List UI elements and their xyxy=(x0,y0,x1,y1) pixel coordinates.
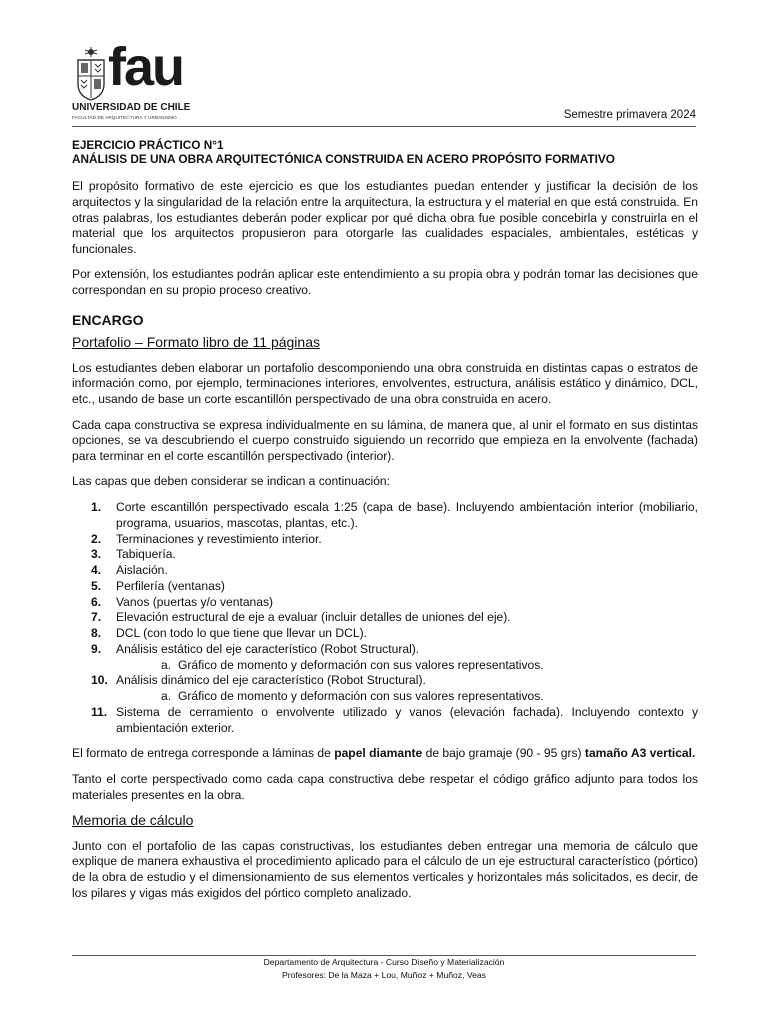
list-item-number: 3. xyxy=(91,547,102,562)
list-item-text: Análisis estático del eje característico (Robot Structural). xyxy=(116,642,420,657)
memoria-heading: Memoria de cálculo xyxy=(72,812,194,829)
encargo-paragraph-5: Tanto el corte perspectivado como cada capa constructiva debe respetar el código gráfico adjunto para todos los materiales presentes en la obra. xyxy=(72,772,698,802)
list-item-number: 8. xyxy=(91,626,102,641)
encargo-paragraph-1: Los estudiantes deben elaborar un portafolio descomponiendo una obra construida en distintas capas o estratos de información como, por ejemplo, terminaciones interiores, envolventes, estructura, análisis estático y dinámico, DCL, etc., usando de base un corte escantillón perspectivado de una obra construida en acero. xyxy=(72,360,698,406)
list-item-number: 5. xyxy=(91,578,102,593)
footer-divider xyxy=(72,955,696,956)
list-item xyxy=(72,563,698,579)
footer-department: Departamento de Arquitectura - Curso Diseño y Materialización xyxy=(263,957,505,967)
list-item xyxy=(72,610,698,626)
university-crest-icon xyxy=(74,46,108,102)
sub-list-item xyxy=(72,658,698,674)
list-item-text: Vanos (puertas y/o ventanas) xyxy=(116,594,274,609)
list-item xyxy=(72,595,698,611)
list-item-text: Elevación estructural de eje a evaluar (incluir detalles de uniones del eje). xyxy=(116,610,511,625)
list-item xyxy=(72,626,698,642)
list-item xyxy=(72,547,698,563)
list-item xyxy=(72,705,698,737)
format-size: tamaño A3 vertical. xyxy=(584,746,696,761)
list-item-text: Análisis dinámico del eje característico (Robot Structural). xyxy=(116,673,426,688)
list-item-text: Aislación. xyxy=(116,563,168,578)
intro-paragraph-2: Por extensión, los estudiantes podrán aplicar este entendimiento a su propia obra y podrán tomar las decisiones que correspondan en su propio proceso creativo. xyxy=(72,267,698,297)
list-item-number: 9. xyxy=(91,642,102,657)
document-body xyxy=(72,138,698,911)
list-item-text: Terminaciones y revestimiento interior. xyxy=(116,531,322,546)
semester-label: Semestre primavera 2024 xyxy=(563,109,696,121)
list-item-number: 2. xyxy=(91,531,102,546)
sub-list-item xyxy=(72,689,698,705)
memoria-paragraph-1: Junto con el portafolio de las capas constructivas, los estudiantes deben entregar una memoria de cálculo que explique de manera exhaustiva el procedimiento aplicado para el cálculo de un eje estructural característico (pórtico) de la obra de estudio y el dimensionamiento de sus elementos verticales y horizontales más solicitados, es decir, de los pilares y vigas más exigidos del pórtico completo analizado. xyxy=(72,838,698,900)
logo-faculty-name: FACULTAD DE ARQUITECTURA Y URBANISMO xyxy=(72,115,177,120)
logo-university-name: UNIVERSIDAD DE CHILE xyxy=(72,102,191,113)
list-item-number: 4. xyxy=(91,563,102,578)
list-item xyxy=(72,500,698,532)
sub-item-text: Gráfico de momento y deformación con sus valores representativos. xyxy=(178,689,544,704)
title-line-1: EJERCICIO PRÁCTICO N°1 xyxy=(72,138,224,152)
portfolio-heading: Portafolio – Formato libro de 11 páginas xyxy=(72,334,320,351)
sub-item-number: a. xyxy=(161,689,172,704)
list-item-number: 10. xyxy=(91,673,108,688)
list-item-text: Perfilería (ventanas) xyxy=(116,578,225,593)
list-item-number: 1. xyxy=(91,499,102,514)
intro-paragraph-1: El propósito formativo de este ejercicio es que los estudiantes puedan entender y justificar la decisión de los arquitectos y la singularidad de la relación entre la arquitectura, la estructura y el material en que está construida. En otras palabras, los estudiantes deberán poder explicar por qué dicha obra fue posible concebirla y construirla en el material que los arquitectos propusieron para otorgarle las cualidades espaciales, ambientales, estéticas y funcionales. xyxy=(72,179,698,256)
encargo-heading: ENCARGO xyxy=(72,311,144,328)
logo-wordmark: fau xyxy=(108,37,183,97)
list-item-text: Tabiquería. xyxy=(116,547,176,562)
list-item xyxy=(72,642,698,658)
encargo-paragraph-2: Cada capa constructiva se expresa individualmente en su lámina, de manera que, al unir el formato en sus distintas opciones, se va descubriendo el cuerpo construido siguiendo un recorrido que empieza en la envolvente (fachada) para terminar en el corte escantillón perspectivado (interior). xyxy=(72,417,698,463)
document-title xyxy=(72,138,698,166)
list-item-text: DCL (con todo lo que tiene que llevar un DCL). xyxy=(116,626,367,641)
list-item xyxy=(72,532,698,548)
list-item-text: Sistema de cerramiento o envolvente utilizado y vanos (elevación fachada). Incluyendo contexto y ambientación exterior. xyxy=(116,704,698,735)
header-divider xyxy=(72,126,696,127)
fau-logo xyxy=(72,37,202,126)
format-paragraph xyxy=(72,746,698,762)
list-item-text: Corte escantillón perspectivado escala 1:25 (capa de base). Incluyendo ambientación interior (mobiliario, programa, usuarios, mascotas, plantas, etc.). xyxy=(116,499,698,530)
sub-item-number: a. xyxy=(161,657,172,672)
list-item-number: 7. xyxy=(91,610,102,625)
encargo-paragraph-3: Las capas que deben considerar se indican a continuación: xyxy=(72,474,391,489)
title-line-2: ANÁLISIS DE UNA OBRA ARQUITECTÓNICA CONSTRUIDA EN ACERO PROPÓSITO FORMATIVO xyxy=(72,152,615,167)
sub-item-text: Gráfico de momento y deformación con sus valores representativos. xyxy=(178,657,544,672)
list-item-number: 6. xyxy=(91,594,102,609)
footer-professors: Profesores: De la Maza + Lou, Muñoz + Muñoz, Veas xyxy=(282,970,486,980)
list-item-number: 11. xyxy=(91,704,108,719)
format-paper-type: papel diamante xyxy=(334,746,423,761)
list-item xyxy=(72,579,698,595)
format-text-mid: de bajo gramaje (90 - 95 grs) xyxy=(422,746,585,761)
format-text-start: El formato de entrega corresponde a láminas de xyxy=(72,746,335,761)
layers-list xyxy=(72,500,698,737)
list-item xyxy=(72,673,698,689)
